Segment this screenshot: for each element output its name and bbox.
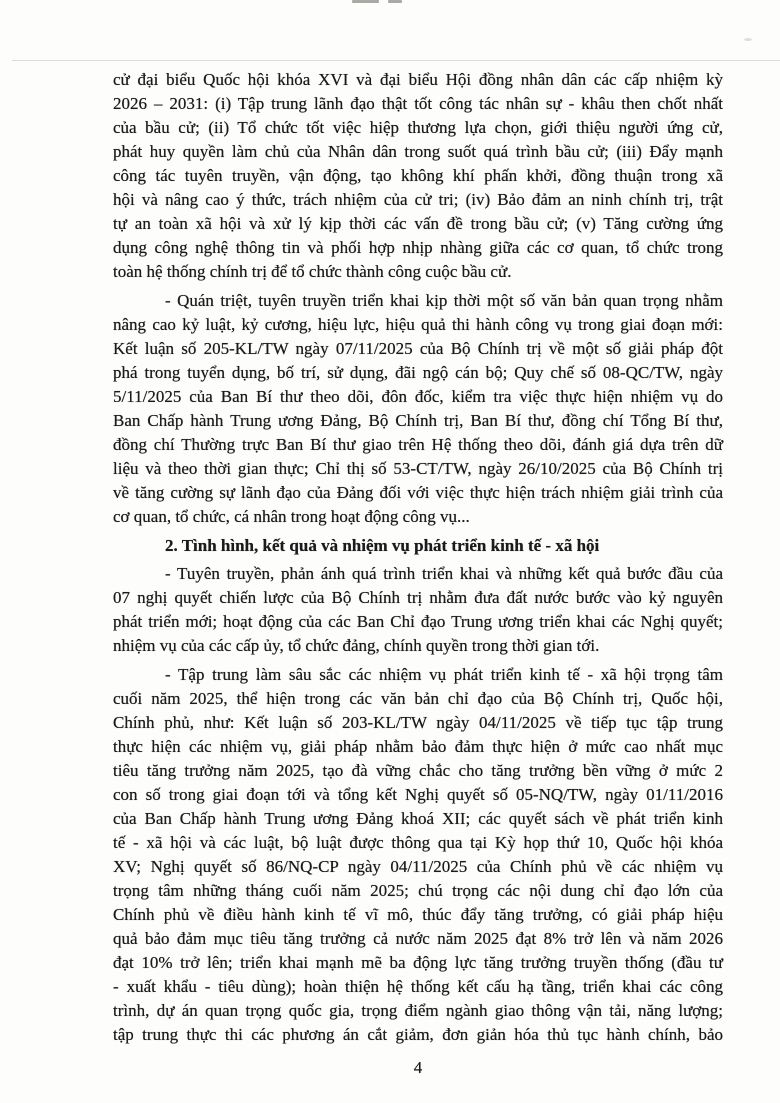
page-number: 4 xyxy=(413,1058,423,1077)
text-line: phát triển mới; hoạt động của các Ban Chỉ đạo Trung ương triển khai các Nghị quyết; xyxy=(113,612,723,631)
text-line: hội và nâng cao ý thức, trách nhiệm của cử tri; (iv) Bảo đảm an ninh chính trị, trật xyxy=(113,190,723,209)
text-line: liệu và theo thời gian thực; Chỉ thị số 53-CT/TW, ngày 26/10/2025 của Bộ Chính trị xyxy=(113,459,723,478)
text-line: công tác tuyên truyền, vận động, tạo không khí phấn khởi, đồng thuận trong xã xyxy=(113,166,723,185)
text-line: toàn hệ thống chính trị để tổ chức thành công cuộc bầu cử. xyxy=(113,262,512,281)
text-line: phát huy quyền làm chủ của Nhân dân trong suốt quá trình bầu cử; (iii) Đẩy mạnh xyxy=(113,142,723,161)
text-line: thực hiện các nhiệm vụ, giải pháp nhằm bảo đảm thực hiện ở mức cao nhất mục xyxy=(113,737,723,756)
text-line: - Quán triệt, tuyên truyền triển khai kịp thời một số văn bản quan trọng nhằm xyxy=(165,291,723,310)
text-line: 2026 – 2031: (i) Tập trung lãnh đạo thật tốt công tác nhân sự - khâu then chốt nhất xyxy=(113,94,723,113)
text-line: 5/11/2025 của Ban Bí thư theo dõi, đôn đốc, kiểm tra việc thực hiện nhiệm vụ do xyxy=(113,387,723,406)
text-line: Chính phủ, như: Kết luận số 203-KL/TW ngày 04/11/2025 về tiếp tục tập trung xyxy=(113,713,723,732)
text-line: XV; Nghị quyết số 86/NQ-CP ngày 04/11/2025 của Chính phủ về các nhiệm vụ xyxy=(113,857,723,876)
text-line: tiêu tăng trưởng năm 2025, tạo đà vững chắc cho tăng trưởng bền vững ở mức 2 xyxy=(113,761,723,780)
text-line: con số trong giai đoạn tới và tổng kết Nghị quyết số 05-NQ/TW, ngày 01/11/2016 xyxy=(113,785,723,804)
text-line: - xuất khẩu - tiêu dùng); hoàn thiện hệ thống kết cấu hạ tầng, triển khai các công xyxy=(113,977,723,996)
text-line: trọng tâm những tháng cuối năm 2025; chú trọng các nội dung chỉ đạo lớn của xyxy=(113,881,723,900)
text-line: của Ban Chấp hành Trung ương Đảng khoá XII; các quyết sách về phát triển kinh xyxy=(113,809,723,828)
text-line: phá trong tuyển dụng, bố trí, sử dụng, đãi ngộ cán bộ; Quy chế số 08-QC/TW, ngày xyxy=(113,363,723,382)
text-line: tự an toàn xã hội và xử lý kịp thời các vấn đề trong bầu cử; (v) Tăng cường ứng xyxy=(113,214,723,233)
text-line: về tăng cường sự lãnh đạo của Đảng đối với việc thực hiện trách nhiệm giải trình của xyxy=(113,483,723,502)
text-line: - Tập trung làm sâu sắc các nhiệm vụ phát triển kinh tế - xã hội trọng tâm xyxy=(165,665,723,684)
text-line: 07 nghị quyết chiến lược của Bộ Chính trị nhằm đưa đất nước bước vào kỷ nguyên xyxy=(113,588,723,607)
scan-artifact-dash xyxy=(388,0,402,3)
scan-artifact-speck xyxy=(744,38,752,41)
text-line: tế - xã hội và các luật, bộ luật được thông qua tại Kỳ họp thứ 10, Quốc hội khóa xyxy=(113,833,723,852)
text-line: Ban Chấp hành Trung ương Đảng, Bộ Chính trị, Ban Bí thư, đồng chí Tổng Bí thư, xyxy=(113,411,723,430)
paragraph xyxy=(113,68,723,284)
text-line: trình, dự án quan trọng quốc gia, trọng điểm ngành giao thông vận tải, năng lượng; xyxy=(113,1001,723,1020)
text-line: cử đại biểu Quốc hội khóa XVI và đại biểu Hội đồng nhân dân các cấp nhiệm kỳ xyxy=(113,70,723,89)
paragraph xyxy=(113,289,723,529)
text-line: Kết luận số 205-KL/TW ngày 07/11/2025 của Bộ Chính trị về một số giải pháp đột xyxy=(113,339,723,358)
paragraph xyxy=(113,562,723,658)
text-line: đồng chí Thường trực Ban Bí thư giao trên Hệ thống theo dõi, đánh giá dựa trên dữ xyxy=(113,435,723,454)
section-heading-line: 2. Tình hình, kết quả và nhiệm vụ phát triển kinh tế - xã hội xyxy=(165,536,600,555)
text-line: Chính phủ về điều hành kinh tế vĩ mô, thúc đẩy tăng trưởng, có giải pháp hiệu xyxy=(113,905,723,924)
scan-artifact-dash xyxy=(352,0,379,3)
paragraph xyxy=(113,663,723,1047)
text-line: đạt 10% trở lên; triển khai mạnh mẽ ba động lực tăng trưởng truyền thống (đầu tư xyxy=(113,953,723,972)
text-line: nhiệm vụ của các cấp ủy, tổ chức đảng, chính quyền trong thời gian tới. xyxy=(113,636,600,655)
text-line: quả bảo đảm mục tiêu tăng trưởng cả nước năm 2025 đạt 8% trở lên và năm 2026 xyxy=(113,929,723,948)
text-line: tập trung thực thi các phương án cắt giảm, đơn giản hóa thủ tục hành chính, bảo xyxy=(113,1025,723,1044)
text-line: cuối năm 2025, thể hiện trong các văn bản chỉ đạo của Bộ Chính trị, Quốc hội, xyxy=(113,689,723,708)
document-body xyxy=(113,68,723,1052)
text-line: dụng công nghệ thông tin và phối hợp nhịp nhàng giữa các cơ quan, tổ chức trong xyxy=(113,238,723,257)
scan-edge-line xyxy=(12,60,780,61)
text-line: của bầu cử; (ii) Tổ chức tốt việc hiệp thương lựa chọn, giới thiệu người ứng cử, xyxy=(113,118,723,137)
text-line: cơ quan, tổ chức, cá nhân trong hoạt động công vụ... xyxy=(113,507,470,526)
section-heading xyxy=(113,534,723,558)
text-line: nâng cao kỷ luật, kỷ cương, hiệu lực, hiệu quả thi hành công vụ trong giai đoạn mới: xyxy=(113,315,723,334)
text-line: - Tuyên truyền, phản ánh quá trình triển khai và những kết quả bước đầu của xyxy=(165,564,723,583)
